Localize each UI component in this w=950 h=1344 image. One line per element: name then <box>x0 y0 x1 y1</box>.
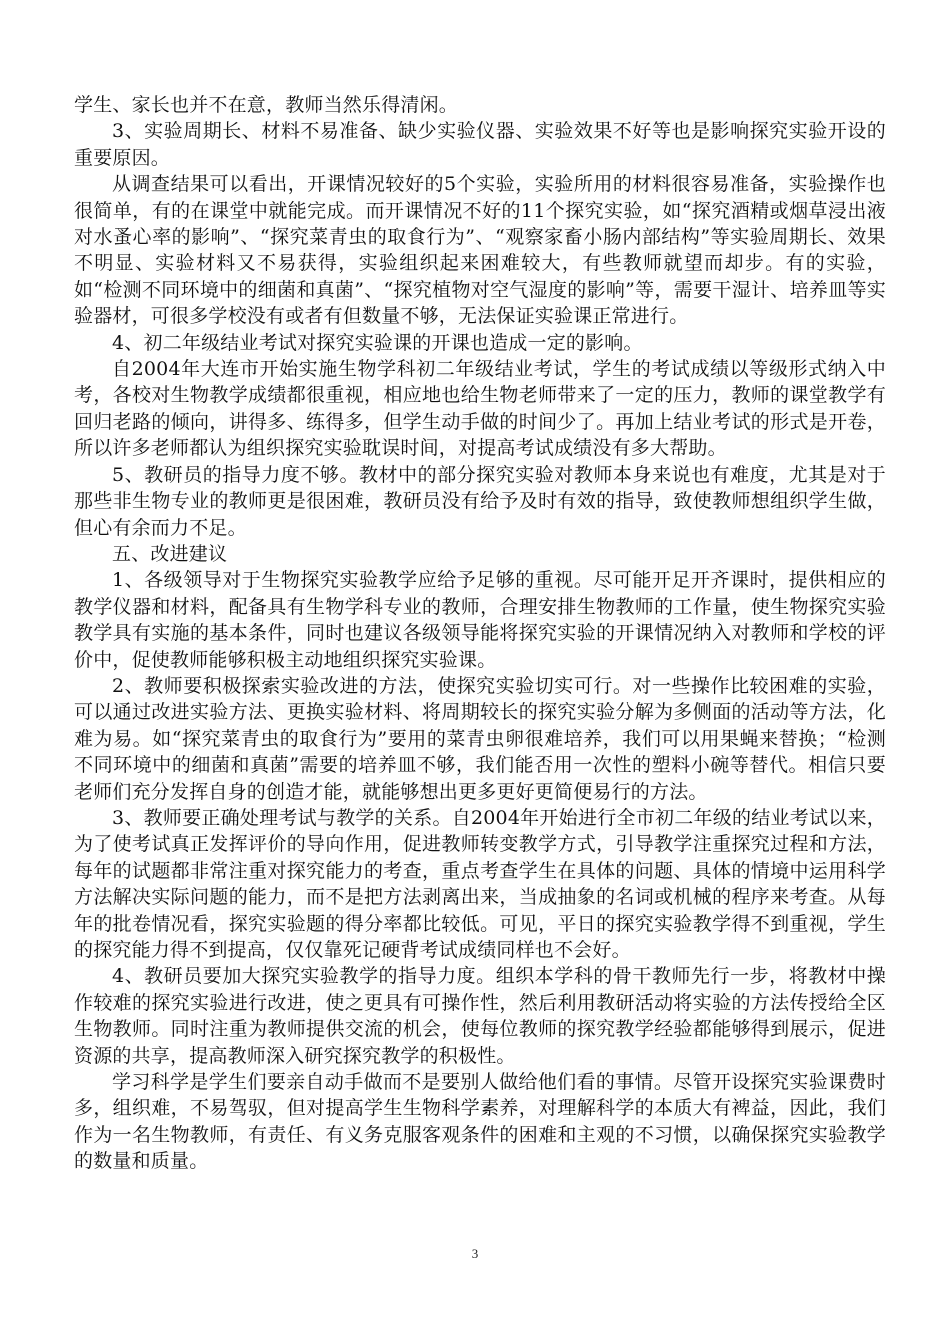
paragraph: 从调查结果可以看出，开课情况较好的5个实验，实验所用的材料很容易准备，实验操作也很简单，有的在课堂中就能完成。而开课情况不好的11个探究实验，如“探究酒精或烟草浸出液对水蚤心率的影响”、“探究菜青虫的取食行为”、“观察家畜小肠内部结构”等实验周期长、效果不明显、实验材料又不易获得，实验组织起来困难较大，有些教师就望而却步。有的实验，如“检测不同环境中的细菌和真菌”、“探究植物对空气湿度的影响”等，需要干湿计、培养皿等实验器材，可很多学校没有或者有但数量不够，无法保证实验课正常进行。 <box>74 173 886 328</box>
paragraph: 3、实验周期长、材料不易准备、缺少实验仪器、实验效果不好等也是影响探究实验开设的重要原因。 <box>74 120 886 169</box>
paragraph: 2、教师要积极探索实验改进的方法，使探究实验切实可行。对一些操作比较困难的实验，可以通过改进实验方法、更换实验材料、将周期较长的探究实验分解为多侧面的活动等方法，化难为易。如“探究菜青虫的取食行为”要用的菜青虫卵很难培养，我们可以用果蝇来替换；“检测不同环境中的细菌和真菌”需要的培养皿不够，我们能否用一次性的塑料小碗等替代。相信只要老师们充分发挥自身的创造才能，就能够想出更多更好更简便易行的方法。 <box>74 674 886 803</box>
paragraph: 学生、家长也并不在意，教师当然乐得清闲。 <box>74 94 459 116</box>
section-heading: 五、改进建议 <box>112 542 228 565</box>
paragraph: 3、教师要正确处理考试与教学的关系。自2004年开始进行全市初二年级的结业考试以来，为了使考试真正发挥评价的导向作用，促进教师转变教学方式，引导教学注重探究过程和方法，每年的试题都非常注重对探究能力的考查，重点考查学生在具体的问题、具体的情境中运用科学方法解决实际问题的能力，而不是把方法剥离出来，当成抽象的名词或机械的程序来考查。从每年的批卷情况看，探究实验题的得分率都比较低。可见，平日的探究实验教学得不到重视，学生的探究能力得不到提高，仅仅靠死记硬背考试成绩同样也不会好。 <box>74 806 886 961</box>
paragraph: 4、教研员要加大探究实验教学的指导力度。组织本学科的骨干教师先行一步，将教材中操作较难的探究实验进行改进，使之更具有可操作性，然后利用教研活动将实验的方法传授给全区生物教师。同时注重为教师提供交流的机会，使每位教师的探究教学经验都能够得到展示，促进资源的共享，提高教师深入研究探究教学的积极性。 <box>74 965 886 1067</box>
paragraph: 学习科学是学生们要亲自动手做而不是要别人做给他们看的事情。尽管开设探究实验课费时多，组织难，不易驾驭，但对提高学生生物科学素养，对理解科学的本质大有裨益，因此，我们作为一名生物教师，有责任、有义务克服客观条件的困难和主观的不习惯，以确保探究实验教学的数量和质量。 <box>74 1071 886 1173</box>
paragraph: 自2004年大连市开始实施生物学科初二年级结业考试，学生的考试成绩以等级形式纳入中考，各校对生物教学成绩都很重视，相应地也给生物老师带来了一定的压力，教师的课堂教学有回归老路的倾向，讲得多、练得多，但学生动手做的时间少了。再加上结业考试的形式是开卷，所以许多老师都认为组织探究实验耽误时间，对提高考试成绩没有多大帮助。 <box>74 358 886 460</box>
page-number: 3 <box>471 1246 479 1261</box>
paragraph: 4、初二年级结业考试对探究实验课的开课也造成一定的影响。 <box>112 331 643 354</box>
paragraph: 1、各级领导对于生物探究实验教学应给予足够的重视。尽可能开足开齐课时，提供相应的教学仪器和材料，配备具有生物学科专业的教师，合理安排生物教师的工作量，使生物探究实验教学具有实施的基本条件，同时也建议各级领导能将探究实验的开课情况纳入对教师和学校的评价中，促使教师能够积极主动地组织探究实验课。 <box>74 569 886 671</box>
paragraph: 5、教研员的指导力度不够。教材中的部分探究实验对教师本身来说也有难度，尤其是对于那些非生物专业的教师更是很困难，教研员没有给予及时有效的指导，致使教师想组织学生做，但心有余而力不足。 <box>74 463 886 539</box>
document-body <box>74 92 886 1175</box>
